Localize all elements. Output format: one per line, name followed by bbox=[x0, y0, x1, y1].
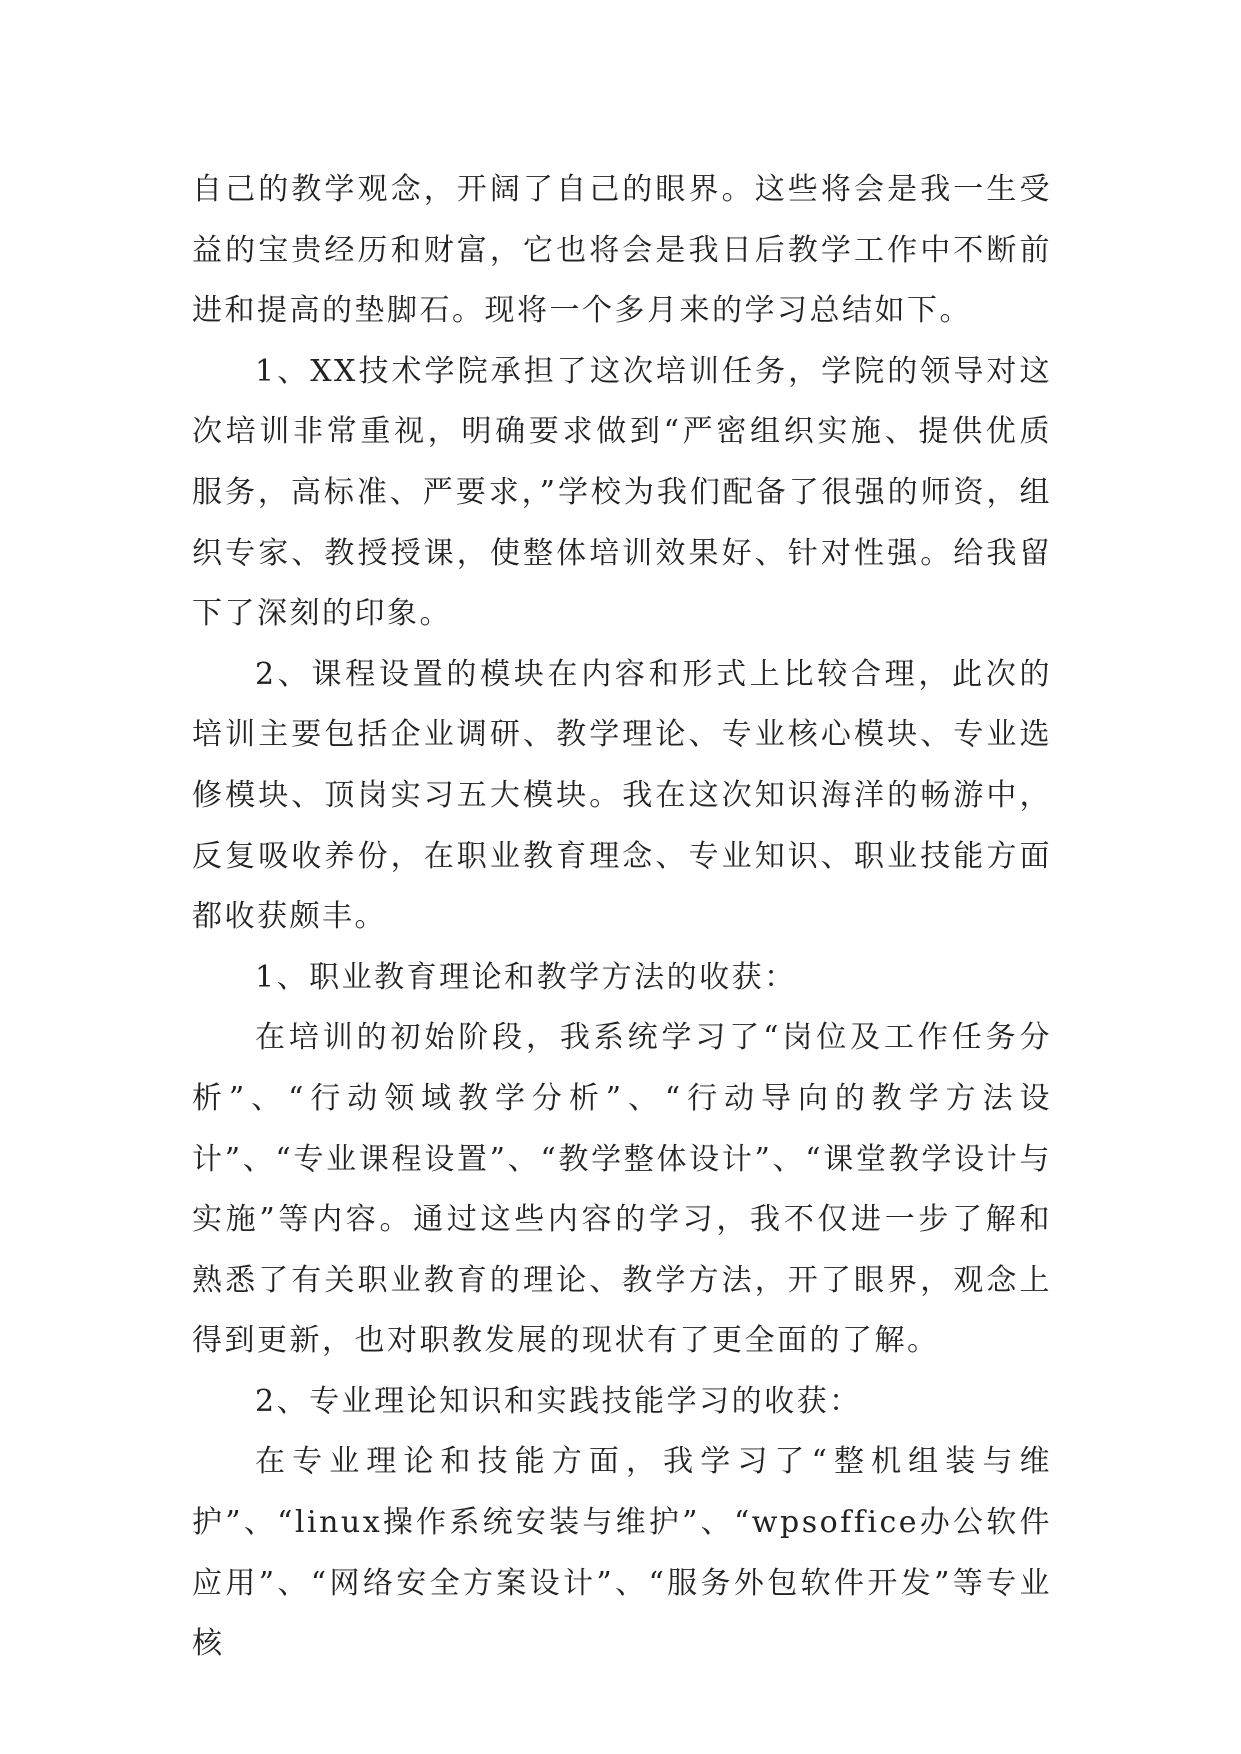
document-body bbox=[192, 160, 1052, 1675]
section-heading-2: 2、专业理论知识和实践技能学习的收获： bbox=[255, 1383, 862, 1419]
paragraph-4: 在培训的初始阶段，我系统学习了“岗位及工作任务分析”、“行动领域教学分析”、“行动导向的教学方法设计”、“专业课程设置”、“教学整体设计”、“课堂教学设计与实施”等内容。通过这些内容的学习，我不仅进一步了解和熟悉了有关职业教育的理论、教学方法，开了眼界，观念上得到更新，也对职教发展的现状有了更全面的了解。 bbox=[192, 1020, 1052, 1359]
paragraph-3: 2、课程设置的模块在内容和形式上比较合理，此次的培训主要包括企业调研、教学理论、专业核心模块、专业选修模块、顶岗实习五大模块。我在这次知识海洋的畅游中，反复吸收养份，在职业教育理念、专业知识、职业技能方面都收获颇丰。 bbox=[192, 656, 1052, 935]
paragraph-2: 1、XX技术学院承担了这次培训任务，学院的领导对这次培训非常重视，明确要求做到“严密组织实施、提供优质服务，高标准、严要求，”学校为我们配备了很强的师资，组织专家、教授授课，使整体培训效果好、针对性强。给我留下了深刻的印象。 bbox=[192, 353, 1052, 632]
paragraph-1: 自己的教学观念，开阔了自己的眼界。这些将会是我一生受益的宝贵经历和财富，它也将会是我日后教学工作中不断前进和提高的垫脚石。现将一个多月来的学习总结如下。 bbox=[192, 172, 1052, 329]
section-heading-1: 1、职业教育理论和教学方法的收获： bbox=[255, 959, 797, 995]
paragraph-5: 在专业理论和技能方面，我学习了“整机组装与维护”、“linux操作系统安装与维护”、“wpsoffice办公软件应用”、“网络安全方案设计”、“服务外包软件开发”等专业核 bbox=[192, 1444, 1052, 1662]
